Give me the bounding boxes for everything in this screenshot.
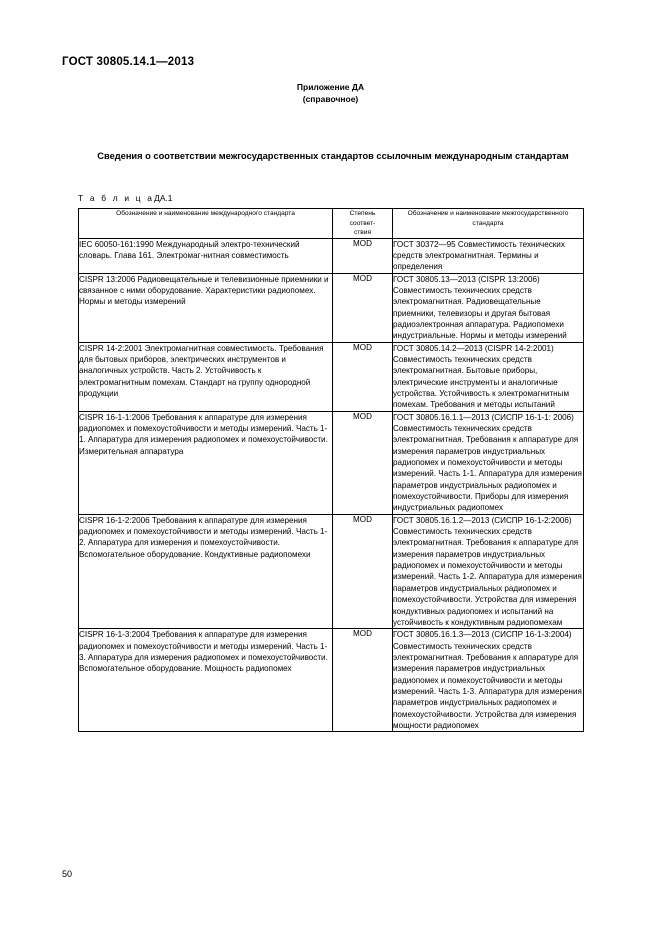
cell-degree-of-conformity: MOD <box>333 411 393 514</box>
table-row <box>79 514 584 628</box>
cell-international-standard: CISPR 13:2006 Радиовещательные и телевизионные приемники и связанное с ними оборудование. Характеристики радиопомех. Нормы и методы измерений <box>79 273 333 342</box>
cell-interstate-standard: ГОСТ 30805.16.1.1—2013 (СИСПР 16-1-1: 2006) Совместимость технических средств электромагнитная. Требования к аппаратуре для измерения параметров индустриальных радиопомех и помехоустойчивости и методы измерений. Часть 1-1. Аппаратура для измерения параметров индустриальных радиопомех и помехоустойчивости. Приборы для измерения индустриальных радиопомех <box>393 412 582 513</box>
cell-international-standard: CISPR 16-1-2:2006 Требования к аппаратуре для измерения радиопомех и помехоустойчивости и методы измерений. Часть 1-2. Аппаратура для измерения и помехоустойчивости. Вспомогательное оборудование. Кондуктивные радиопомехи <box>79 514 333 628</box>
cell-interstate-standard: ГОСТ 30805.16.1.3—2013 (СИСПР 16-1-3:2004) Совместимость технических средств электромагнитная. Требования к аппаратуре для измерения параметров индустриальных радиопомех и помехоустойчивости и методы измерений. Часть 1-3. Аппаратура для измерения параметров индустриальных радиопомех и помехоустойчивости. Устройства для измерения мощности радиопомех <box>393 630 582 730</box>
table-row <box>79 273 584 342</box>
cell-interstate-standard: ГОСТ 30372—95 Совместимость технических средств электромагнитная. Термины и определения <box>393 238 584 273</box>
standard-header: ГОСТ 30805.14.1—2013 <box>62 56 195 68</box>
table-header-row <box>79 209 584 239</box>
cell-interstate-standard: ГОСТ 30805.13—2013 (CISPR 13:2006) Совместимость технических средств электромагнитная. Радиовещательные приемники, телевизоры и другая бытовая радиоэлектронная аппаратура. Радиопомехи индустриальные. Нормы и методы измерений <box>393 273 584 342</box>
cell-international-standard: IEC 60050-161:1990 Международный электро-технический словарь. Глава 161. Электромаг-нитная совместимость <box>79 238 333 273</box>
cell-interstate-standard: ГОСТ 30805.14.2—2013 (CISPR 14-2:2001) Совместимость технических средств электромагнитная. Бытовые приборы, электрические инструменты и аналогичные устройства. Устойчивость к электромагнитным помехам. Требования и методы испытаний <box>393 342 584 411</box>
annex-subtitle: (справочное) <box>302 93 359 104</box>
reference-standards-table <box>78 208 584 732</box>
table-row <box>79 411 584 514</box>
cell-international-standard: CISPR 16-1-1:2006 Требования к аппаратуре для измерения радиопомех и помехоустойчивости и методы измерений. Часть 1-1. Аппаратура для измерения радиопомех и помехоустойчивости. Измерительная аппаратура <box>79 411 333 514</box>
table-caption-number: ДА.1 <box>154 193 173 203</box>
table-row <box>79 342 584 411</box>
cell-degree-of-conformity: MOD <box>333 629 393 732</box>
annex-heading <box>0 82 661 105</box>
annex-title: Приложение ДА <box>296 82 365 92</box>
cell-degree-of-conformity: MOD <box>333 273 393 342</box>
cell-interstate-standard: ГОСТ 30805.16.1.2—2013 (СИСПР 16-1-2:2006) Совместимость технических средств электромагнитная. Требования к аппаратуре для измерения параметров индустриальных радиопомех и помехоустойчивости и методы измерений. Часть 1-2. Аппаратура для измерения параметров индустриальных радиопомех и помехоустойчивости. Устройства для измерения кондуктивных радиопомех и испытаний на устойчивость к кондуктивным радиопомехам <box>393 515 582 627</box>
cell-international-standard: CISPR 16-1-3:2004 Требования к аппаратуре для измерения радиопомех и помехоустойчивости и методы измерений. Часть 1-3. Аппаратура для измерения радиопомех и помехоустойчивости. Вспомогательное оборудование. Мощность радиопомех <box>79 629 333 732</box>
table-row <box>79 238 584 273</box>
cell-degree-of-conformity: MOD <box>333 514 393 628</box>
column-header-international-standard: Обозначение и наименование международного стандарта <box>79 209 333 239</box>
degree-header-line-1: Степень <box>349 210 376 217</box>
column-header-interstate-standard: Обозначение и наименование межгосударственного стандарта <box>393 209 584 239</box>
table-caption <box>78 193 172 203</box>
page-title: Сведения о соответствии межгосударственных стандартов ссылочным международным стандартам <box>97 151 569 161</box>
column-header-degree-of-conformity <box>333 209 393 239</box>
table-row <box>79 629 584 732</box>
cell-degree-of-conformity: MOD <box>333 342 393 411</box>
cell-international-standard: CISPR 14-2:2001 Электромагнитная совместимость. Требования для бытовых приборов, электрических инструментов и аналогичных устройств. Часть 2. Устойчивость к электромагнитным помехам. Стандарт на группу однородной продукции <box>79 342 333 411</box>
degree-header-line-3: ствия <box>353 229 372 236</box>
cell-degree-of-conformity: MOD <box>333 238 393 273</box>
degree-header-line-2: соответ- <box>349 219 376 227</box>
table-caption-label: Т а б л и ц а <box>78 193 155 203</box>
page-number: 50 <box>62 869 73 879</box>
